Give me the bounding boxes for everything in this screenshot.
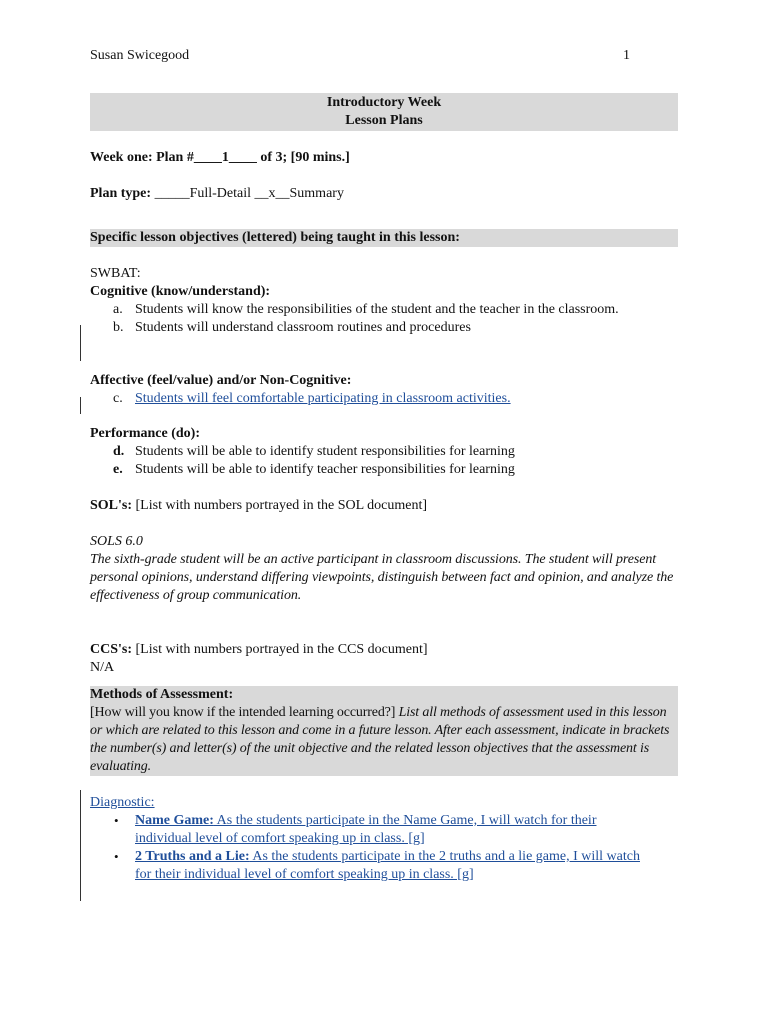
title-block [90,93,678,131]
assessment-instruction: List all methods of assessment used in this lesson or which are related to this lesson and come in a future lesson. After each assessment, indicate in brackets the number(s) and letter(s) of the unit objective and the related lesson objectives that the assessment is evaluating. [90,705,670,774]
objectives-heading: Specific lesson objectives (lettered) being taught in this lesson: [90,229,678,247]
sols-line [90,497,678,515]
sols-text: [List with numbers portrayed in the SOL document] [132,498,427,513]
ccs-label: CCS's: [90,642,133,657]
sols-description: The sixth-grade student will be an active participant in classroom discussions. The student will present personal opinions, understand differing viewpoints, distinguish between fact and opinion, and analyze the effectiveness of group communication. [90,552,674,603]
list-marker: c. [113,391,123,406]
list-item [90,390,678,408]
page-number: 1 [623,48,630,63]
item-title: Name Game: [135,813,214,828]
bullet-icon: • [114,813,119,828]
plan-type-label: Plan type: [90,186,152,201]
list-item-text: Students will be able to identify teacher responsibilities for learning [135,462,515,477]
list-item [90,848,678,884]
list-item-text: Students will be able to identify student responsibilities for learning [135,444,515,459]
page-header [90,47,630,65]
performance-heading: Performance (do): [90,426,201,441]
change-bar [80,325,81,361]
change-bar [80,790,81,901]
cognitive-list [90,301,678,337]
week-line: Week one: Plan #____1____ of 3; [90 mins.] [90,150,350,165]
plan-type-value: _____Full-Detail __x__Summary [151,186,344,201]
change-bar [80,397,81,414]
assessment-prompt: [How will you know if the intended learning occurred?] [90,705,396,720]
affective-list [90,390,678,408]
diagnostic-list [90,812,678,884]
list-item [90,319,678,337]
list-marker: a. [113,302,123,317]
swbat-label: SWBAT: [90,266,141,281]
list-item-text: Students will know the responsibilities of the student and the teacher in the classroom. [135,302,619,317]
cognitive-heading: Cognitive (know/understand): [90,284,271,299]
title-line-1: Introductory Week [326,95,442,110]
list-item-text: Students will feel comfortable participating in classroom activities. [135,391,511,406]
ccs-line [90,641,678,659]
diagnostic-heading: Diagnostic: [90,795,155,810]
list-marker: b. [113,320,124,335]
assessment-block [90,686,678,776]
item-text: As the students participate in the 2 truths and a lie game, I will watch for their individual level of comfort speaking up in class. [g] [135,849,640,882]
list-item-text: Students will understand classroom routines and procedures [135,320,471,335]
title-line-2: Lesson Plans [345,113,423,128]
sols-code: SOLS 6.0 [90,534,143,549]
list-item [90,443,678,461]
sols-label: SOL's: [90,498,133,513]
item-text: As the students participate in the Name Game, I will watch for their individual level of comfort speaking up in class. [g] [135,813,597,846]
list-item [90,301,678,319]
plan-type-line [90,185,678,203]
list-item [90,461,678,479]
bullet-icon: • [114,849,119,864]
assessment-heading: Methods of Assessment: [90,687,234,702]
assessment-body [90,704,678,776]
document-body [90,93,678,884]
ccs-text: [List with numbers portrayed in the CCS document] [132,642,428,657]
list-marker: d. [113,444,125,459]
item-title: 2 Truths and a Lie: [135,849,250,864]
author-name: Susan Swicegood [90,48,190,63]
performance-list [90,443,678,479]
ccs-value: N/A [90,660,115,675]
affective-heading: Affective (feel/value) and/or Non-Cognitive: [90,373,352,388]
list-marker: e. [113,462,123,477]
list-item [90,812,678,848]
